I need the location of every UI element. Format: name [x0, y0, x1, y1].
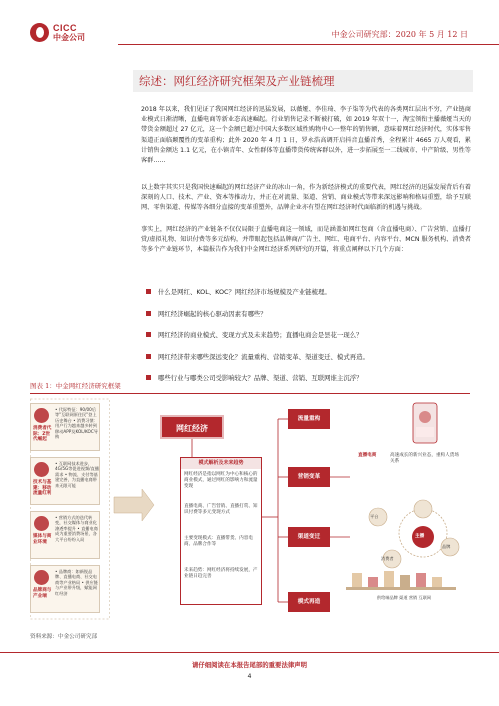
impact-traffic: 流量重构 — [288, 409, 330, 429]
bullet-item: 网红经济带来哪些深远变化？流量重构、营销变革、渠道变迁、模式再造。 — [146, 353, 466, 375]
driver-label: 消费者代际：Z世代崛起 — [33, 426, 52, 443]
brand-icon — [34, 570, 49, 585]
footer-disclaimer: 请仔细阅读在本报告尾部的重要法律声明 — [191, 661, 308, 669]
cicc-logo — [30, 23, 85, 42]
framework-item: 未来趋势：网红经济将持续发展，产业链日趋完善 — [184, 568, 258, 579]
media-icon — [34, 516, 49, 531]
paragraph-2: 以上数字其实只是我国快速崛起的网红经济产业的冰山一角，作为新经济模式的重要代表，网红经济的迅猛发展背后有着深刻的人口、技术、产业、资本等推动力，并正在对流量、渠道、营销、商业模式等带来深远影响和格局重塑，给予互联网、零售渠道、传媒等各细分直接的变革重塑外，品牌企业亦有望在网红经济时代面临新的机遇与挑战。 — [141, 184, 471, 212]
driver-desc: • 品牌商：如新锐品牌、直播电商、社交电商等产业格局 • 供应链与产业带升级，赋能网红经济 — [55, 569, 98, 596]
driver-label: 品牌商与产业端 — [33, 588, 52, 599]
framework-title: 模式解析及未来趋势 — [181, 458, 261, 469]
consumer-icon — [34, 408, 49, 423]
section-title-bar — [133, 70, 473, 92]
logo-en-text: CICC — [53, 22, 77, 33]
driver-box-media — [30, 511, 100, 559]
cycle-anchor-label: 主播 — [415, 534, 425, 539]
bullet-item: 哪些行业与哪类公司受影响较大？品牌、渠道、营销、互联网谁主沉浮？ — [146, 374, 466, 396]
cycle-brand-label: 品牌 — [442, 544, 451, 549]
framework-box — [180, 457, 262, 605]
driver-label: 技术与基建：移动流量红利 — [33, 480, 52, 497]
page-header — [0, 0, 499, 58]
framework-item: 直播电商、广告营销、直播打赏、知识付费等多元变现方式 — [184, 504, 258, 515]
impact-model: 模式再造 — [288, 592, 330, 612]
driver-label: 媒体与商业环境 — [33, 534, 52, 545]
figure-rule — [30, 393, 470, 394]
cycle-consumer-label: 消费者 — [381, 556, 394, 561]
bullet-item: 网红经济崛起的核心驱动因素有哪些？ — [146, 310, 466, 332]
page-number: 4 — [247, 673, 252, 680]
framework-item: 网红经济是指以网红为中心和核心的商业模式，通过网红的影响力和流量变现 — [184, 472, 258, 489]
figure-title: 图表 1：中金网红经济研究框架 — [30, 382, 121, 390]
driver-box-consumer — [30, 403, 100, 451]
framework-diagram — [30, 397, 470, 625]
driver-desc: • 营销方式的迭代转变，社交媒体与商业化渗透率提升 • 直播电商成为重要消费场景，各大平台纷纷入局 — [55, 515, 98, 542]
framework-item: 主要变现模式：直播带货、内容电商、品牌合作等 — [184, 536, 253, 547]
bullet-item: 网红经济的商业模式、变现方式及未来趋势；直播电商会是昙花一现么？ — [146, 331, 466, 353]
live-commerce-desc: 高速成长的新兴业态，重构人货场关系 — [390, 453, 459, 464]
center-title-box: 网红经济 — [160, 415, 224, 439]
driver-box-brand — [30, 565, 100, 613]
bullet-list — [146, 288, 466, 396]
driver-box-tech — [30, 457, 100, 505]
logo-cn-text: 中金公司 — [53, 32, 85, 42]
footer-rule — [0, 652, 499, 653]
header-date: 中金公司研究部：2020 年 5 月 12 日 — [331, 30, 468, 39]
impact-marketing: 营销变革 — [288, 467, 330, 487]
driver-desc: • 互联网技术进步，4G/5G等促进视频/直播需求 • 物流、支付等基建完善，为直播电商带来无限可能 — [55, 461, 99, 488]
supply-label: 供给端品牌 渠道 营销 互联网 — [376, 595, 432, 600]
section-title: 综述：网红经济研究框架及产业链梳理 — [139, 74, 335, 88]
cycle-platform-label: 平台 — [370, 514, 379, 519]
bullet-item: 什么是网红、KOL、KOC？网红经济市场规模及产业链梳理。 — [146, 288, 466, 310]
live-commerce-label: 直播电商 — [358, 453, 377, 458]
paragraph-3: 事实上，网红经济的产业链条不仅仅局限于直播电商这一领域，而是涵盖如网红包商（含直播电商）、广告营销、直播打赏/虚拟礼物、知识付费等多元结构，并带眼起包括品牌商/广告主、网红、电商平台、内容平台、MCN 服务机构、消费者等多个产业链环节，本篇报告作为我们中金网红经济系列研究的开篇，将重点阐释以下几个方面： — [141, 226, 471, 254]
tech-icon — [34, 462, 49, 477]
driver-desc: • 代际特征：90/00后等"互联网原住民"登上历史舞台 • 消费习惯：用户行为越来越多转到移动APP及KOL/KOC导购 — [55, 407, 98, 440]
source-note: 资料来源：中金公司研究部 — [30, 634, 98, 640]
logo-mark-icon — [30, 23, 49, 42]
impact-channel: 渠道变迁 — [288, 527, 330, 547]
paragraph-1: 2018 年以来，我们见证了我国网红经济的迅猛发展，以薇娅、李佳琦、李子柒等为代表的各类网红层出不穷，产业链商业模式日渐清晰，直播电商等新业态高速崛起。行业销售记录不断被打破，如 2019 年双十一，淘宝领衔主播薇娅当天的带货金额超过 27 亿元，这一个金额已超过中国大多数区域性购物中心一整年的销售额，意味着网红经济时代，实体零售渠道正面临颠覆性的变革重构；此外 2020 年 4 月 1 日，罗永浩高调开启抖音直播首秀，全程累计 4665 万人观看，累计销售金额达 1.1 亿元，在小镇青年、女性群体等直播带货传统客群以外，进一步拓展至一二线城市、中产阶级、男性等客群…… — [141, 106, 471, 165]
header-rule — [118, 44, 499, 45]
